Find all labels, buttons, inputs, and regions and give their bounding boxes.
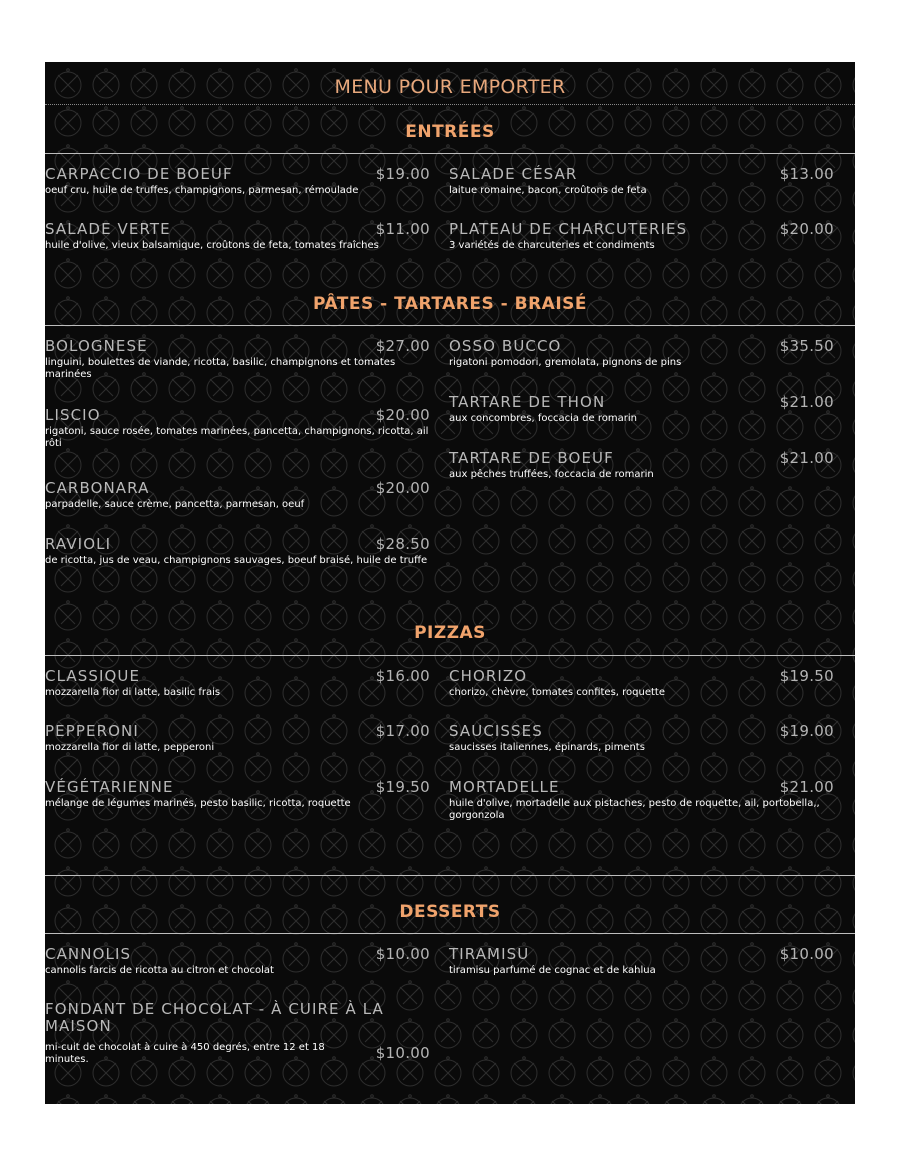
item-name: FONDANT DE CHOCOLAT - À CUIRE À LA MAISON	[45, 1000, 384, 1035]
item-description: parpadelle, sauce crème, pancetta, parmesan, oeuf	[45, 499, 305, 510]
item-description: chorizo, chèvre, tomates confites, roquette	[449, 687, 665, 698]
item-price: $19.00	[375, 165, 430, 183]
item-name: SALADE CÉSAR	[449, 165, 578, 183]
item-name: PLATEAU DE CHARCUTERIES	[449, 220, 688, 238]
item-description: 3 variétés de charcuteries et condiments	[449, 240, 655, 251]
item-description: huile d'olive, vieux balsamique, croûtons de feta, tomates fraîches	[45, 240, 379, 251]
item-description: aux concombres, foccacia de romarin	[449, 413, 637, 424]
item-price: $21.00	[779, 393, 834, 411]
item-description: linguini, boulettes de viande, ricotta, basilic, champignons et tomates marinées	[45, 357, 396, 380]
section-title-pizzas: PIZZAS	[414, 623, 486, 643]
item-name: SAUCISSES	[449, 722, 543, 740]
item-description: rigatoni, sauce rosée, tomates marinées, pancetta, champignons, ricotta, ail rôti	[45, 426, 429, 449]
item-description: oeuf cru, huile de truffes, champignons, parmesan, rémoulade	[45, 185, 359, 196]
item-name: TARTARE DE THON	[449, 393, 606, 411]
item-name: TARTARE DE BOEUF	[449, 449, 614, 467]
section-divider	[45, 933, 855, 934]
item-price: $28.50	[375, 535, 430, 553]
item-price: $10.00	[375, 1044, 430, 1062]
item-name: PEPPERONI	[45, 722, 139, 740]
menu-title: MENU POUR EMPORTER	[334, 76, 566, 98]
section-title-entrees: ENTRÉES	[405, 122, 495, 142]
item-name: MORTADELLE	[449, 778, 560, 796]
item-name: VÉGÉTARIENNE	[45, 778, 174, 796]
section-divider	[45, 875, 855, 876]
item-price: $10.00	[779, 945, 834, 963]
item-description: cannolis farcis de ricotta au citron et chocolat	[45, 965, 274, 976]
item-price: $17.00	[375, 722, 430, 740]
item-price: $20.00	[375, 406, 430, 424]
item-description: de ricotta, jus de veau, champignons sauvages, boeuf braisé, huile de truffe	[45, 555, 428, 566]
item-price: $21.00	[779, 778, 834, 796]
item-name: LISCIO	[45, 406, 101, 424]
item-description: rigatoni pomodori, gremolata, pignons de pins	[449, 357, 682, 368]
item-price: $35.50	[779, 337, 834, 355]
item-price: $20.00	[375, 479, 430, 497]
item-price: $13.00	[779, 165, 834, 183]
item-name: RAVIOLI	[45, 535, 112, 553]
title-divider	[45, 104, 855, 105]
item-description: mélange de légumes marinés, pesto basilic, ricotta, roquette	[45, 798, 351, 809]
item-description: mozzarella fior di latte, pepperoni	[45, 742, 215, 753]
section-divider	[45, 153, 855, 154]
item-price: $16.00	[375, 667, 430, 685]
item-description: mozzarella fior di latte, basilic frais	[45, 687, 221, 698]
item-description: mi-cuit de chocolat à cuire à 450 degrés, entre 12 et 18 minutes.	[45, 1042, 325, 1065]
section-title-pates: PÂTES - TARTARES - BRAISÉ	[313, 294, 587, 314]
item-price: $27.00	[375, 337, 430, 355]
item-name: OSSO BUCCO	[449, 337, 562, 355]
item-name: SALADE VERTE	[45, 220, 171, 238]
item-price: $19.50	[779, 667, 834, 685]
item-description: tiramisu parfumé de cognac et de kahlua	[449, 965, 656, 976]
item-price: $11.00	[375, 220, 430, 238]
section-divider	[45, 655, 855, 656]
item-description: laitue romaine, bacon, croûtons de feta	[449, 185, 647, 196]
item-name: CARBONARA	[45, 479, 150, 497]
item-description: huile d'olive, mortadelle aux pistaches, pesto de roquette, ail, portobella,, gorgonzola	[449, 798, 820, 821]
item-price: $21.00	[779, 449, 834, 467]
item-price: $20.00	[779, 220, 834, 238]
item-name: TIRAMISU	[449, 945, 530, 963]
item-description: aux pêches truffées, foccacia de romarin	[449, 469, 654, 480]
item-name: BOLOGNESE	[45, 337, 148, 355]
item-price: $19.50	[375, 778, 430, 796]
section-title-desserts: DESSERTS	[399, 902, 501, 922]
takeout-menu	[45, 62, 855, 1104]
item-name: CHORIZO	[449, 667, 528, 685]
item-description: saucisses italiennes, épinards, piments	[449, 742, 645, 753]
item-name: CANNOLIS	[45, 945, 132, 963]
item-price: $19.00	[779, 722, 834, 740]
item-name: CLASSIQUE	[45, 667, 141, 685]
item-name: CARPACCIO DE BOEUF	[45, 165, 233, 183]
section-divider	[45, 325, 855, 326]
item-price: $10.00	[375, 945, 430, 963]
